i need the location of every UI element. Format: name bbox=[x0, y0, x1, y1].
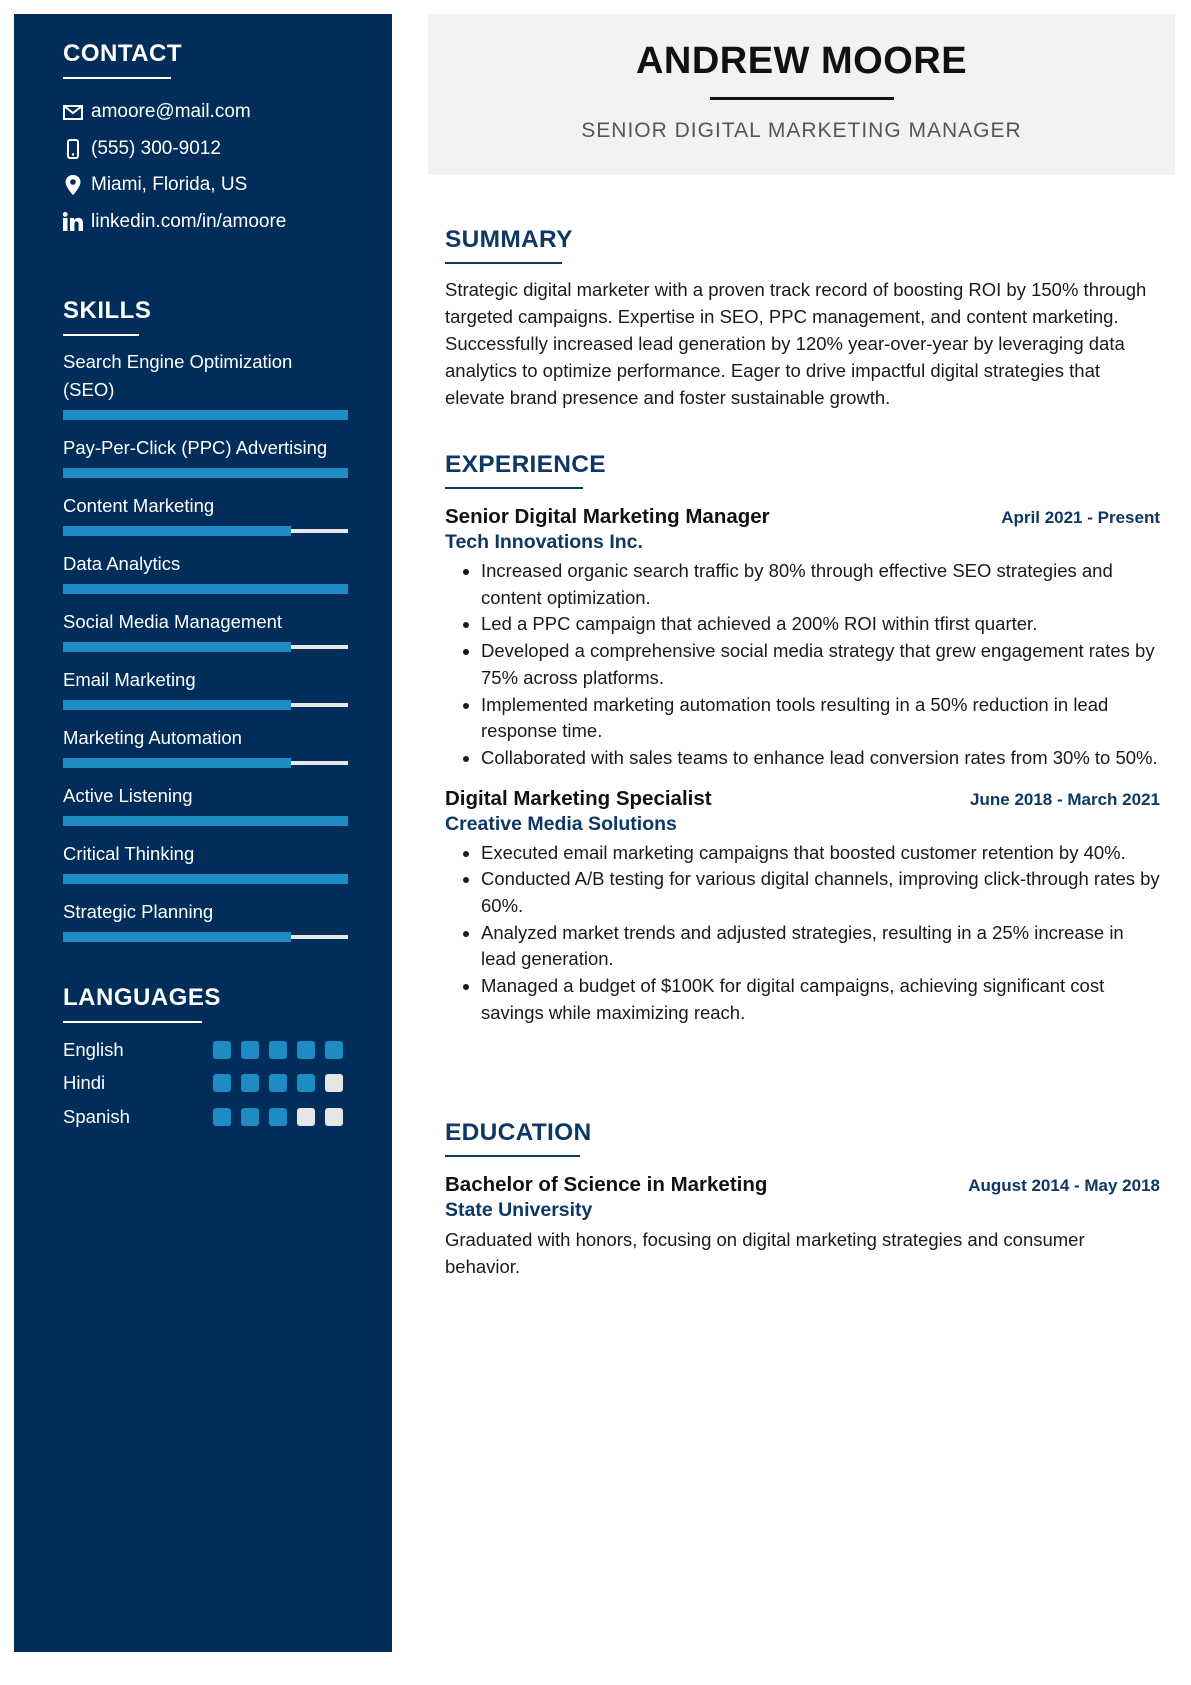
languages-heading: LANGUAGES bbox=[63, 984, 221, 1011]
level-dot-empty bbox=[325, 1108, 343, 1126]
education-description: Graduated with honors, focusing on digital marketing strategies and consumer behavior. bbox=[445, 1229, 1085, 1277]
contact-email-text: amoore@mail.com bbox=[91, 101, 251, 123]
summary-text: Strategic digital marketer with a proven track record of boosting ROI by 150% through targeted campaigns. Expertise in SEO, PPC management, and content marketing. Successfully increased lead generation by 120% year-over-year by leveraging data analytics to optimize performance. Eager to drive impactful digital strategies that elevate brand presence and foster sustainable growth. bbox=[445, 279, 1147, 408]
language-name: Hindi bbox=[63, 1072, 106, 1094]
sidebar bbox=[14, 14, 392, 1652]
skill-item bbox=[63, 434, 348, 478]
skill-item bbox=[63, 666, 348, 710]
skill-name: Marketing Automation bbox=[63, 727, 242, 748]
skill-name: Email Marketing bbox=[63, 669, 196, 690]
skill-item bbox=[63, 840, 348, 884]
education-dates: August 2014 - May 2018 bbox=[968, 1176, 1160, 1195]
skill-name: Data Analytics bbox=[63, 553, 181, 574]
education-section bbox=[445, 1119, 1160, 1280]
job-bullets bbox=[445, 840, 1160, 1027]
language-name: Spanish bbox=[63, 1105, 130, 1127]
candidate-role: SENIOR DIGITAL MARKETING MANAGER bbox=[581, 119, 1022, 142]
job-dates: April 2021 - Present bbox=[1001, 508, 1160, 527]
skills-section bbox=[63, 297, 348, 956]
contact-location bbox=[63, 167, 348, 204]
skill-item bbox=[63, 550, 348, 594]
contact-linkedin[interactable] bbox=[63, 204, 348, 241]
level-dot-filled bbox=[269, 1041, 287, 1059]
experience-heading-rule bbox=[445, 487, 583, 489]
contact-email[interactable] bbox=[63, 94, 348, 131]
skill-item bbox=[63, 608, 348, 652]
contact-heading-rule bbox=[63, 77, 171, 79]
map-pin-icon bbox=[63, 175, 83, 195]
school-name: State University bbox=[445, 1199, 593, 1221]
level-dot-filled bbox=[269, 1108, 287, 1126]
skill-bar-fill bbox=[63, 584, 348, 594]
job-bullet: • Implemented marketing automation tools resulting in a 50% reduction in lead response time. bbox=[481, 692, 1160, 745]
education-heading: EDUCATION bbox=[445, 1119, 592, 1146]
level-dot-filled bbox=[241, 1041, 259, 1059]
phone-icon bbox=[63, 139, 83, 159]
language-level-dots bbox=[213, 1108, 343, 1126]
skill-item bbox=[63, 492, 348, 536]
skill-bar-fill bbox=[63, 700, 291, 710]
skill-item bbox=[63, 348, 348, 420]
job-entry bbox=[445, 787, 1160, 1027]
contact-location-text: Miami, Florida, US bbox=[91, 174, 248, 196]
skill-bar-fill bbox=[63, 874, 348, 884]
skill-bar-fill bbox=[63, 816, 348, 826]
skill-item bbox=[63, 724, 348, 768]
name-rule bbox=[710, 97, 894, 100]
skill-bar-fill bbox=[63, 410, 348, 420]
contact-heading: CONTACT bbox=[63, 40, 183, 67]
skill-bar-fill bbox=[63, 526, 291, 536]
skill-bar-fill bbox=[63, 468, 348, 478]
skill-level-bar bbox=[63, 932, 348, 942]
education-heading-rule bbox=[445, 1155, 580, 1157]
envelope-icon bbox=[63, 102, 83, 122]
level-dot-empty bbox=[325, 1074, 343, 1092]
skill-name: Active Listening bbox=[63, 785, 193, 806]
level-dot-filled bbox=[213, 1074, 231, 1092]
degree-title: Bachelor of Science in Marketing bbox=[445, 1173, 768, 1196]
contact-linkedin-text: linkedin.com/in/amoore bbox=[91, 210, 287, 232]
language-item bbox=[63, 1067, 348, 1101]
skill-level-bar bbox=[63, 700, 348, 710]
skill-name: Strategic Planning bbox=[63, 901, 214, 922]
skill-name: Content Marketing bbox=[63, 495, 215, 516]
language-item bbox=[63, 1033, 348, 1067]
skill-level-bar bbox=[63, 874, 348, 884]
skill-bar-fill bbox=[63, 932, 291, 942]
skill-name: Pay-Per-Click (PPC) Advertising bbox=[63, 437, 328, 458]
skill-level-bar bbox=[63, 526, 348, 536]
level-dot-filled bbox=[213, 1108, 231, 1126]
contact-section bbox=[63, 40, 348, 240]
job-entry bbox=[445, 505, 1160, 772]
experience-heading: EXPERIENCE bbox=[445, 451, 606, 478]
level-dot-filled bbox=[241, 1108, 259, 1126]
job-bullet: • Collaborated with sales teams to enhance lead conversion rates from 30% to 50%. bbox=[481, 745, 1160, 772]
candidate-name: ANDREW MOORE bbox=[635, 40, 968, 82]
skill-level-bar bbox=[63, 410, 348, 420]
skill-level-bar bbox=[63, 468, 348, 478]
level-dot-filled bbox=[241, 1074, 259, 1092]
linkedin-icon bbox=[63, 212, 83, 232]
summary-heading-rule bbox=[445, 262, 562, 264]
job-bullet: • Increased organic search traffic by 80% through effective SEO strategies and content optimization. bbox=[481, 558, 1160, 611]
summary-section bbox=[445, 226, 1160, 411]
job-bullet: • Analyzed market trends and adjusted strategies, resulting in a 25% increase in lead generation. bbox=[481, 920, 1160, 973]
job-company: Tech Innovations Inc. bbox=[445, 531, 643, 553]
language-level-dots bbox=[213, 1074, 343, 1092]
job-title: Senior Digital Marketing Manager bbox=[445, 505, 770, 528]
job-bullet: • Managed a budget of $100K for digital campaigns, achieving significant cost savings while maximizing reach. bbox=[481, 973, 1160, 1026]
skill-level-bar bbox=[63, 816, 348, 826]
language-level-dots bbox=[213, 1041, 343, 1059]
skills-heading: SKILLS bbox=[63, 297, 152, 324]
job-bullets bbox=[445, 558, 1160, 772]
language-name: English bbox=[63, 1038, 124, 1060]
skills-heading-rule bbox=[63, 334, 139, 336]
job-title: Digital Marketing Specialist bbox=[445, 786, 712, 810]
skill-level-bar bbox=[63, 584, 348, 594]
level-dot-filled bbox=[269, 1074, 287, 1092]
experience-section bbox=[445, 451, 1160, 1027]
level-dot-filled bbox=[297, 1041, 315, 1059]
skill-name: Critical Thinking bbox=[63, 843, 195, 864]
job-company: Creative Media Solutions bbox=[445, 812, 677, 835]
level-dot-filled bbox=[213, 1041, 231, 1059]
skill-item bbox=[63, 782, 348, 826]
job-bullet: • Led a PPC campaign that achieved a 200% ROI within tfirst quarter. bbox=[481, 611, 1160, 638]
level-dot-filled bbox=[297, 1074, 315, 1092]
level-dot-filled bbox=[325, 1041, 343, 1059]
skill-bar-fill bbox=[63, 642, 291, 652]
job-bullet: • Developed a comprehensive social media strategy that grew engagement rates by 75% across platforms. bbox=[481, 638, 1160, 691]
skill-item bbox=[63, 898, 348, 942]
skill-bar-fill bbox=[63, 758, 291, 768]
contact-phone-text: (555) 300-9012 bbox=[91, 137, 221, 159]
header-box bbox=[428, 14, 1175, 175]
languages-heading-rule bbox=[63, 1021, 202, 1023]
job-dates: June 2018 - March 2021 bbox=[970, 789, 1160, 809]
contact-phone[interactable] bbox=[63, 131, 348, 168]
skill-name: Social Media Management bbox=[63, 611, 283, 632]
skill-name: Search Engine Optimization (SEO) bbox=[63, 351, 293, 400]
summary-heading: SUMMARY bbox=[445, 226, 573, 253]
level-dot-empty bbox=[297, 1108, 315, 1126]
languages-section bbox=[63, 984, 348, 1134]
skill-level-bar bbox=[63, 642, 348, 652]
job-bullet: • Executed email marketing campaigns that boosted customer retention by 40%. bbox=[481, 840, 1160, 867]
language-item bbox=[63, 1100, 348, 1134]
skill-level-bar bbox=[63, 758, 348, 768]
job-bullet: • Conducted A/B testing for various digital channels, improving click-through rates by 60%. bbox=[481, 866, 1160, 919]
